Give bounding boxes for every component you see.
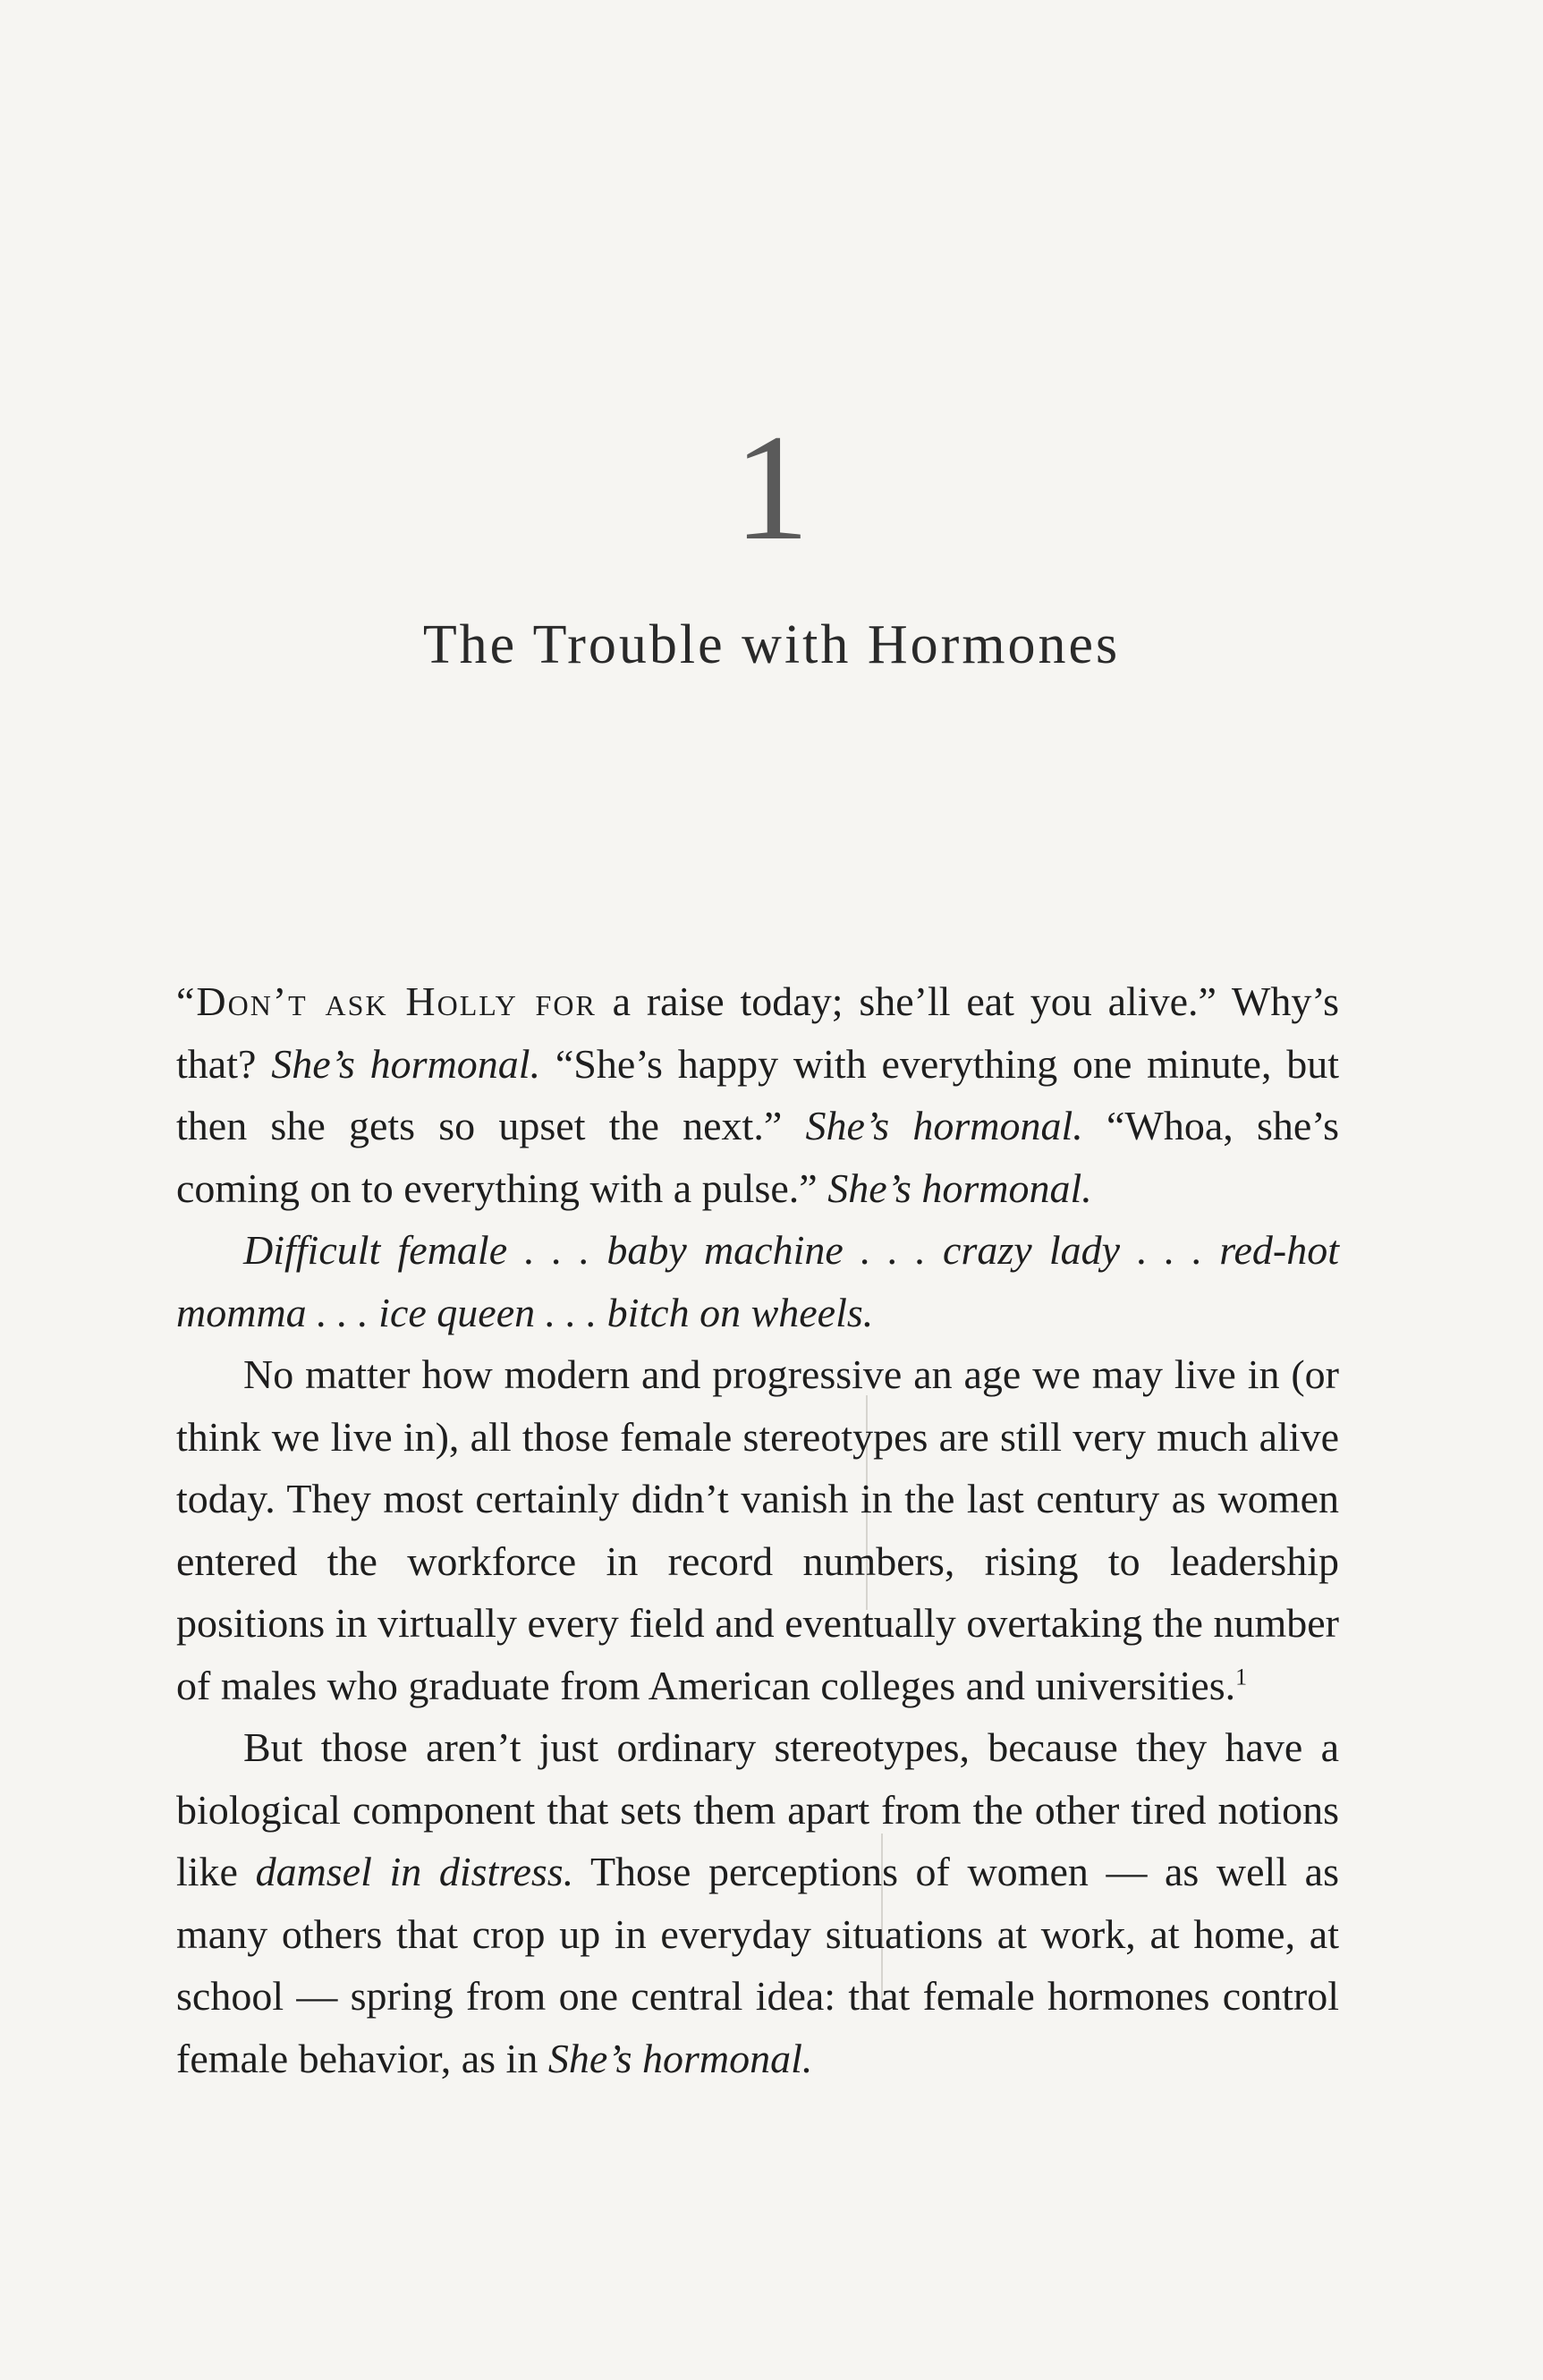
paragraph-p3 (176, 1343, 1339, 1716)
paragraph-p2 (176, 1219, 1339, 1343)
text-run: She’s hormonal. (271, 1040, 541, 1087)
text-run: She’s hormonal. (547, 2035, 813, 2081)
text-run: Difficult female . . . baby machine . . . crazy lady . . . red-hot momma . . . ice queen . . . bitch on wheels. (176, 1227, 1339, 1335)
text-run: But those aren’t just ordinary stereotypes, because they have a biological component that sets them apart from the other tired notions like (176, 1724, 1339, 1894)
footnote-marker: 1 (1235, 1664, 1248, 1690)
text-run: “Don’t ask Holly for (176, 978, 597, 1024)
chapter-title: The Trouble with Hormones (422, 614, 1121, 675)
paragraph-p1 (176, 970, 1339, 1219)
text-run: damsel in distress. (255, 1849, 574, 1894)
text-run: a raise today; she’ll eat you alive.” Why’s that? (176, 978, 1339, 1087)
text-run: No matter how modern and progressive an age we may live in (or think we live in), all those female stereotypes are still very much alive today. They most certainly didn’t vanish in the last century as women entered the workforce in record numbers, rising to leadership positions in virtually every field and eventually overtaking the number of males who graduate from American colleges and universities. (176, 1351, 1339, 1708)
text-run: “She’s happy with everything one minute, but then she gets so upset the next.” (176, 1040, 1339, 1148)
text-run: She’s hormonal. (827, 1165, 1092, 1211)
text-run: “Whoa, she’s coming on to everything with a pulse.” (176, 1103, 1339, 1211)
text-run: Those perceptions of women — as well as many others that crop up in everyday situations at work, at home, at school — spring from one central idea: that female hormones control female behavior, as in (176, 1849, 1340, 2081)
paragraph-p4 (176, 1716, 1339, 2089)
chapter-body (176, 970, 1339, 2089)
chapter-number: 1 (733, 403, 810, 572)
text-run: She’s hormonal. (805, 1103, 1083, 1148)
